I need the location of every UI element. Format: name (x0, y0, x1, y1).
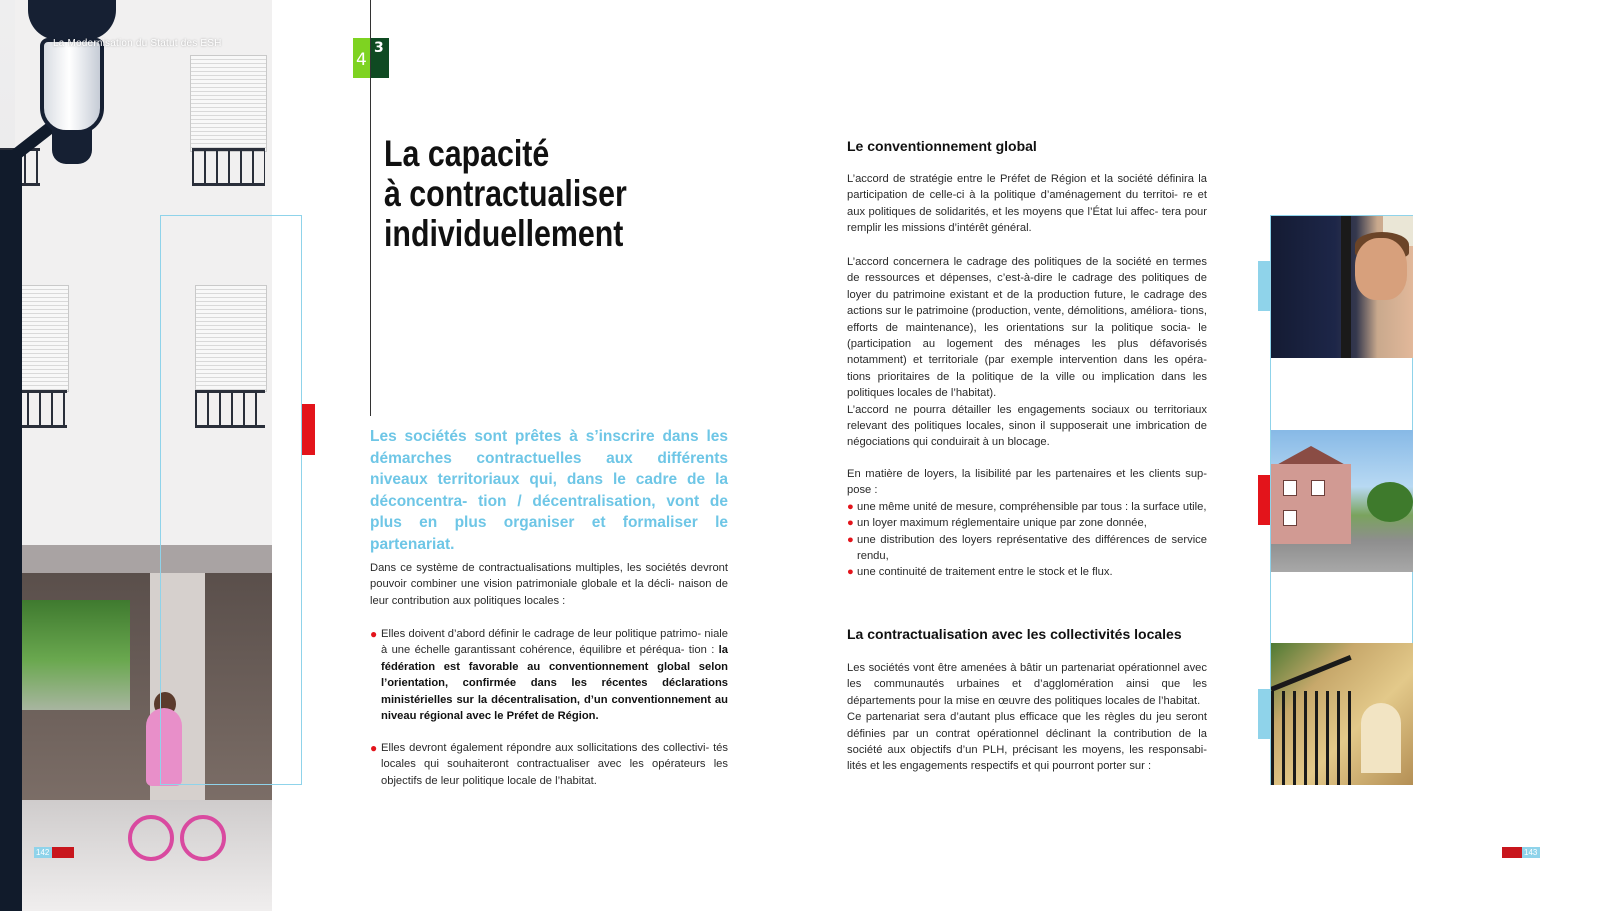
section-heading: La contractualisation avec les collectivités locales (847, 626, 1182, 642)
running-head: La Modernisation du Statut des ESH (53, 38, 222, 49)
photo-residential-street (1271, 430, 1413, 572)
paragraph: L’accord concernera le cadrage des politiques de la société en termes de ressources et dépenses, c’est-à-dire le cadrage des politiques de loyer du patrimoine existant et de la production future, le cadrage des actions sur le patrimoine (production, vente, démolitions, améliora- tions, efforts de maintenance), les orientations sur la politique socia- le (participation au logement des ménages les plus défavorisés notamment) et territoriale (par exemple intervention dans les opéra- tions prioritaires de la politique de la ville ou implication dans les politiques locales de l’habitat). (847, 256, 1207, 400)
paragraph-group (847, 254, 1207, 451)
page-number-left: 142 (34, 847, 74, 858)
list-item (370, 626, 728, 724)
paragraph-group (847, 660, 1207, 775)
paragraph: L’accord de stratégie entre le Préfet de Région et la société définira la participation de celle-ci à la politique d’aménagement du territoi- re et aux politiques de solidarités, et les moyens que l’État lui affec- tera pour remplir les missions d’intérêt général. (847, 173, 1207, 235)
bullet-icon: ● (847, 533, 854, 546)
intro-paragraph: Dans ce système de contractualisations multiples, les sociétés devront pouvoir combiner une vision patrimoniale globale et la décli- naison de leur contribution aux politiques locales : (370, 562, 728, 607)
paragraph: L’accord ne pourra détailler les engagements sociaux ou territoriaux relevant des politiques locales, sinon il supposerait une imbrication de négociations qui conduirait à un blocage. (847, 403, 1207, 449)
rent-criteria-list (847, 499, 1207, 581)
paragraph: Les sociétés vont être amenées à bâtir un partenariat opérationnel avec les communautés urbaines et d’agglomération ainsi que les départements pour la mise en œuvre des politiques locales de l’habitat. (847, 662, 1207, 707)
list-item: ● une même unité de mesure, compréhensible par tous : la surface utile, (847, 499, 1207, 515)
photo-boy-at-window (1271, 216, 1413, 358)
list-item: ● une continuité de traitement entre le stock et le flux. (847, 564, 1207, 580)
chapter-badge (353, 38, 389, 78)
bullet-icon: ● (370, 627, 378, 641)
cyan-accent-bar (1258, 689, 1270, 739)
red-accent-bar (302, 404, 315, 455)
vertical-divider (370, 0, 371, 416)
section-heading: Le conventionnement global (847, 138, 1037, 154)
red-accent-bar (1258, 475, 1270, 525)
bullet-text: Elles doivent d’abord définir le cadrage de leur politique patrimo- niale à une échelle garantissant cohérence, équilibre et péréqua- tion : (381, 628, 728, 657)
cyan-accent-bar (1258, 261, 1270, 311)
photo-balcony-railing (1271, 643, 1413, 785)
chapter-title-line: La capacité (384, 133, 550, 174)
list-item (370, 740, 728, 789)
page-number-right: 143 (1502, 847, 1540, 858)
bullet-text: Elles devront également répondre aux sollicitations des collectivi- tés locales qui souhaiteront contractualiser avec les opérateurs les objectifs de leur politique locale de l’habitat. (381, 742, 728, 787)
list-item: ● une distribution des loyers représentative des différences de service rendu, (847, 533, 1207, 563)
paragraph: En matière de loyers, la lisibilité par les partenaires et les clients sup- pose : (847, 468, 1207, 497)
paragraph-group (847, 466, 1207, 581)
bullet-icon: ● (370, 741, 378, 755)
lead-paragraph: Les sociétés sont prêtes à s’inscrire dans les démarches contractuelles aux différents niveaux territoriaux qui, dans le cadre de la déconcentra- tion / décentralisation, vont de plus en plus organiser et formaliser le partenariat. (370, 428, 728, 553)
chapter-title (384, 134, 627, 254)
bullet-icon: ● (847, 500, 854, 513)
chapter-part-number: 4 (356, 50, 367, 70)
bullet-bold-text: la fédération est favorable au conventionnement global selon l’orientation, confirmée dans les récentes déclarations ministérielles sur la décentralisation, d’un conventionnement au niveau régional avec le Préfet de Région. (381, 644, 728, 723)
list-item: ● un loyer maximum réglementaire unique par zone donnée, (847, 515, 1207, 531)
bullet-icon: ● (847, 566, 854, 579)
chapter-title-line: à contractualiser (384, 173, 627, 214)
paragraph: Ce partenariat sera d’autant plus efficace que les règles du jeu seront définies par un contrat opérationnel déclinant la contribution de la société aux objectifs d’un PLH, précisant les moyens, les responsabi- lités et les engagements respectifs et qui pourront porter sur : (847, 711, 1207, 773)
chapter-section-number: 3 (374, 40, 384, 56)
chapter-title-line: individuellement (384, 213, 624, 254)
bullet-icon: ● (847, 517, 854, 530)
decorative-frame-left (160, 215, 302, 785)
